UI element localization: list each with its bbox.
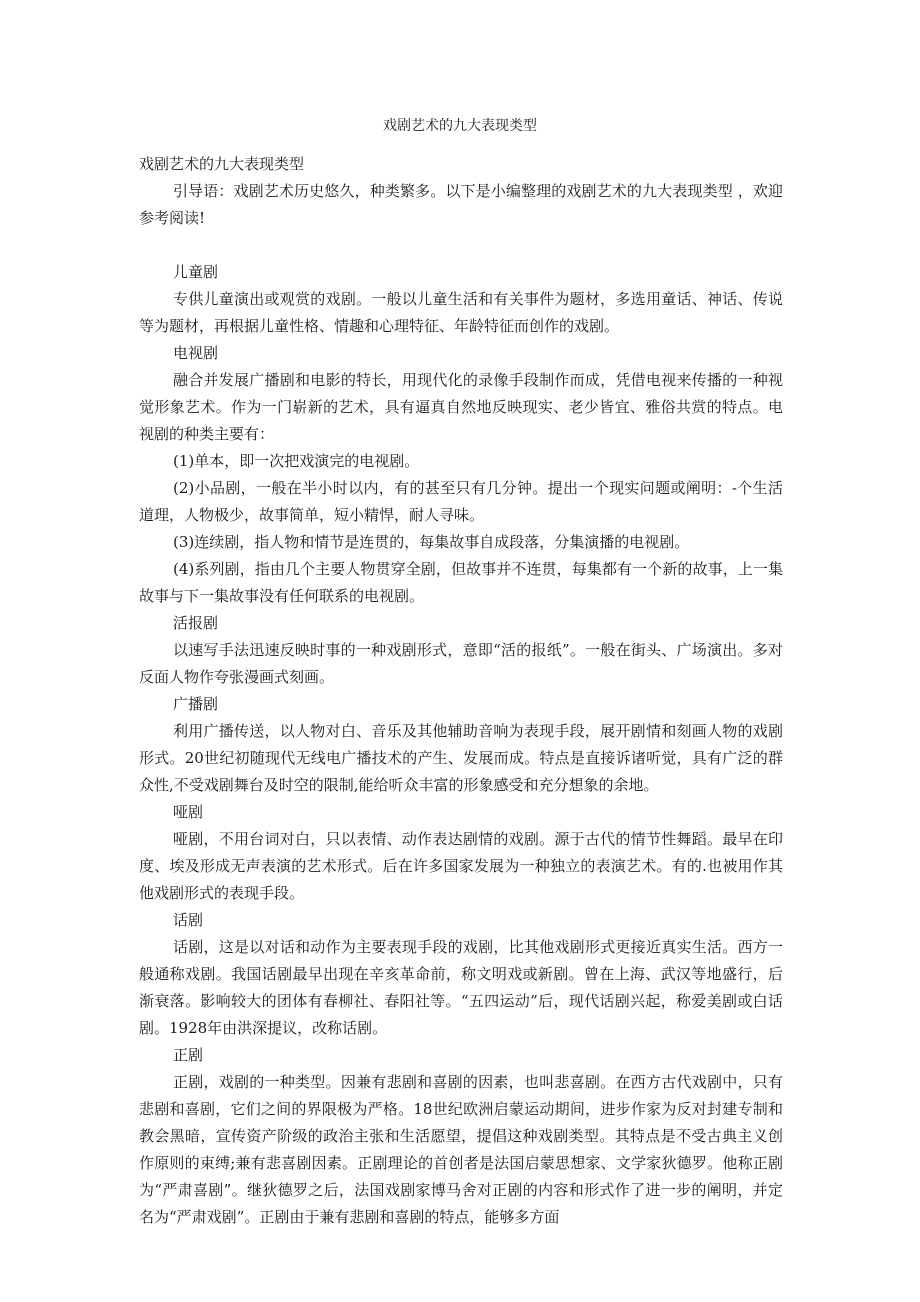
list-item: (2)小品剧，一般在半小时以内，有的甚至只有几分钟。提出一个现实问题或阐明：-个生活道理，人物极少，故事简单，短小精悍，耐人寻味。	[139, 479, 783, 524]
section-heading-children-drama: 儿童剧	[173, 263, 219, 281]
section-paragraph: 以速写手法迅速反映时事的一种戏剧形式，意即“活的报纸”。一般在街头、广场演出。多对反面人物作夸张漫画式刻画。	[139, 641, 783, 686]
list-item: (1)单本，即一次把戏演完的电视剧。	[173, 452, 420, 470]
section-paragraph: 融合并发展广播剧和电影的特长，用现代化的录像手段制作而成，凭借电视来传播的一种视觉形象艺术。作为一门崭新的艺术，具有逼真自然地反映现实、老少皆宜、雅俗共赏的特点。电视剧的种类主要有：	[139, 371, 783, 443]
list-item: (3)连续剧，指人物和情节是连贯的，每集故事自成段落，分集演播的电视剧。	[173, 533, 690, 551]
document-body	[139, 151, 783, 1231]
section-heading-spoken-drama: 话剧	[173, 911, 204, 929]
section-heading-mime: 哑剧	[173, 803, 204, 821]
section-paragraph: 专供儿童演出或观赏的戏剧。一般以儿童生活和有关事件为题材，多选用童话、神话、传说等为题材，再根据儿童性格、情趣和心理特征、年龄特征而创作的戏剧。	[139, 290, 783, 335]
document-subtitle: 戏剧艺术的九大表现类型	[139, 155, 305, 173]
section-paragraph: 哑剧，不用台词对白，只以表情、动作表达剧情的戏剧。源于古代的情节性舞蹈。最早在印度、埃及形成无声表演的艺术形式。后在许多国家发展为一种独立的表演艺术。有的.也被用作其他戏剧形式的表现手段。	[139, 830, 783, 902]
section-heading-serious-drama: 正剧	[173, 1046, 204, 1064]
section-paragraph: 正剧，戏剧的一种类型。因兼有悲剧和喜剧的因素，也叫悲喜剧。在西方古代戏剧中，只有悲剧和喜剧，它们之间的界限极为严格。18世纪欧洲启蒙运动期间，进步作家为反对封建专制和教会黑暗，宣传资产阶级的政治主张和生活愿望，提倡这种戏剧类型。其特点是不受古典主义创作原则的束缚;兼有悲喜剧因素。正剧理论的首创者是法国启蒙思想家、文学家狄德罗。他称正剧为“严肃喜剧”。继狄德罗之后，法国戏剧家博马舍对正剧的内容和形式作了进一步的阐明，并定名为“严肃戏剧”。正剧由于兼有悲剧和喜剧的特点，能够多方面	[139, 1073, 783, 1226]
section-heading-living-newspaper: 活报剧	[173, 614, 219, 632]
list-item: (4)系列剧，指由几个主要人物贯穿全剧，但故事并不连贯，每集都有一个新的故事，上一集故事与下一集故事没有任何联系的电视剧。	[139, 560, 783, 605]
section-paragraph: 话剧，这是以对话和动作为主要表现手段的戏剧，比其他戏剧形式更接近真实生活。西方一般通称戏剧。我国话剧最早出现在辛亥革命前，称文明戏或新剧。曾在上海、武汉等地盛行，后渐衰落。影响较大的团体有春柳社、春阳社等。“五四运动”后，现代话剧兴起，称爱美剧或白话剧。1928年由洪深提议，改称话剧。	[139, 938, 783, 1037]
document-title: 戏剧艺术的九大表现类型	[383, 118, 537, 134]
blank-line	[139, 232, 783, 259]
intro-paragraph: 引导语：戏剧艺术历史悠久，种类繁多。以下是小编整理的戏剧艺术的九大表现类型 ，欢迎参考阅读!	[139, 182, 783, 227]
section-paragraph: 利用广播传送，以人物对白、音乐及其他辅助音响为表现手段，展开剧情和刻画人物的戏剧形式。20世纪初随现代无线电广播技术的产生、发展而成。特点是直接诉诸听觉，具有广泛的群众性,不受戏剧舞台及时空的限制,能给听众丰富的形象感受和充分想象的余地。	[139, 722, 783, 794]
section-heading-radio-drama: 广播剧	[173, 695, 219, 713]
section-heading-tv-drama: 电视剧	[173, 344, 219, 362]
